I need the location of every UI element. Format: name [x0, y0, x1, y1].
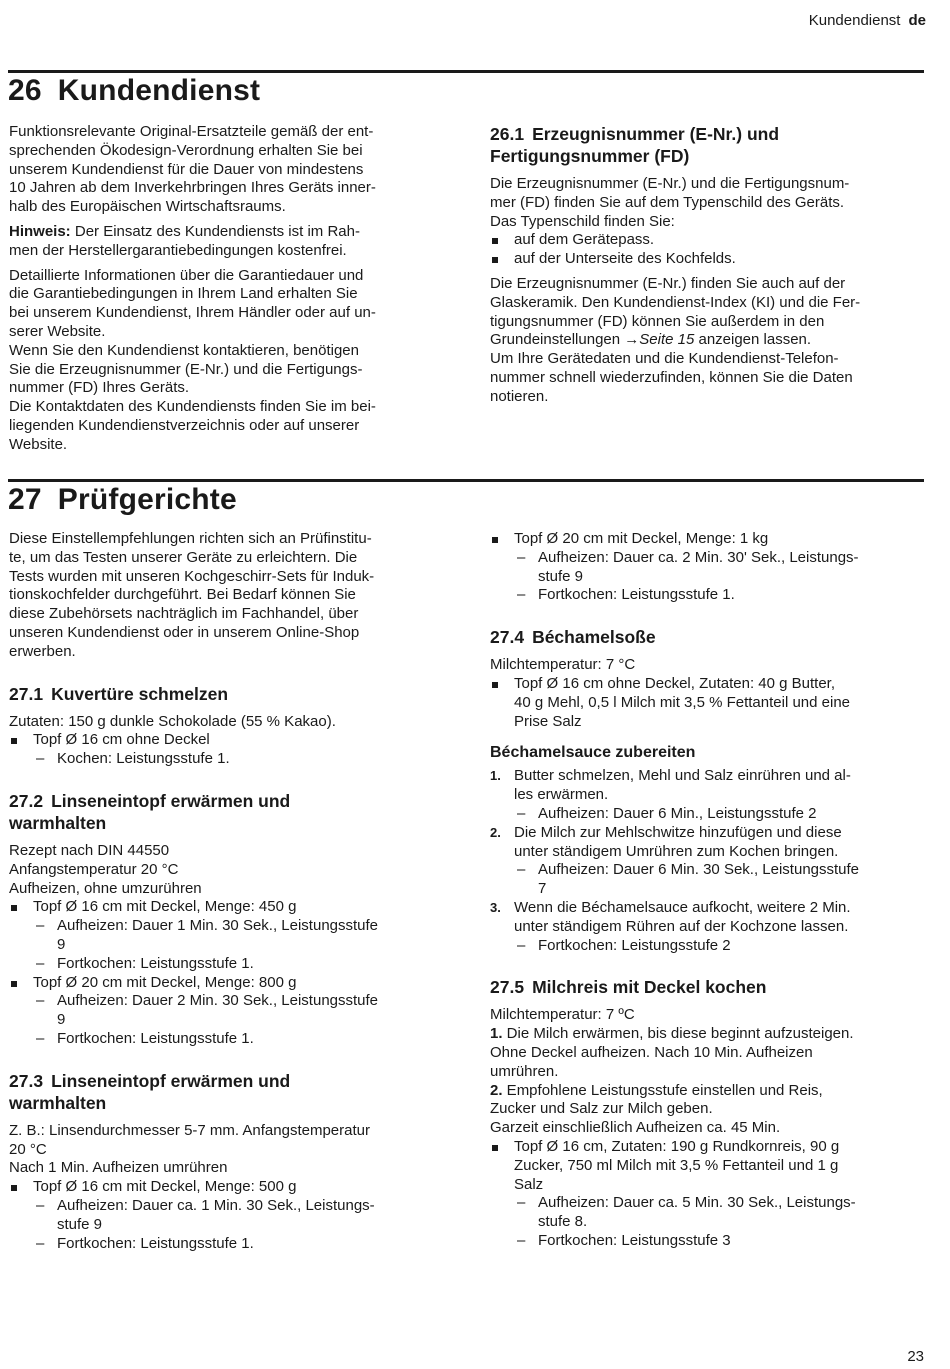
list-item: Topf Ø 20 cm mit Deckel, Menge: 800 g [9, 974, 441, 993]
numbered-step: 2. Die Milch zur Mehlschwitze hinzufügen und diese unter ständigem Umrühren zum Kochen bringen. [490, 823, 842, 860]
subsection-27-2-heading: 27.2 Linseneintopf erwärmen und warmhalten [9, 790, 291, 833]
ingredients-text: Zutaten: 150 g dunkle Schokolade (55 % Kakao). [9, 712, 336, 730]
sub-list-item: – Fortkochen: Leistungsstufe 2 [490, 937, 922, 956]
sub-list-item: – Aufheizen: Dauer ca. 2 Min. 30' Sek., Leistungs- stufe 9 [490, 549, 922, 587]
paragraph-e-nr: Die Erzeugnisnummer (E-Nr.) und die Fertigungsnum- mer (FD) finden Sie auf dem Typenschild des Geräts. Das Typenschild finden Sie: [490, 175, 850, 230]
list-item: Topf Ø 16 cm mit Deckel, Menge: 450 g [9, 898, 441, 917]
sub-list-item: – Aufheizen: Dauer 1 Min. 30 Sek., Leistungsstufe 9 [9, 917, 441, 955]
section-27-left-column [9, 530, 441, 1253]
list-item: auf dem Gerätepass. [490, 231, 922, 250]
recipe-info: Z. B.: Linsendurchmesser 5-7 mm. Anfangstemperatur 20 °C Nach 1 Min. Aufheizen umrühren [9, 1121, 370, 1177]
list-item: Topf Ø 16 cm, Zutaten: 190 g Rundkornreis, 90 g Zucker, 750 ml Milch mit 3,5 % Fettanteil und 1 g Salz [490, 1138, 922, 1194]
list-item: Topf Ø 20 cm mit Deckel, Menge: 1 kg [490, 530, 922, 549]
sub-list-item: – Kochen: Leistungsstufe 1. [9, 750, 441, 769]
subsection-27-1-heading: 27.1 Kuvertüre schmelzen [9, 683, 229, 704]
list-item: Topf Ø 16 cm ohne Deckel [9, 731, 441, 750]
sub-list-item: – Fortkochen: Leistungsstufe 1. [490, 586, 922, 605]
section-26-right-column [490, 123, 922, 407]
section-rule [8, 70, 924, 73]
section-title: Prüfgerichte [57, 483, 237, 516]
subsection-27-3-heading: 27.3 Linseneintopf erwärmen und warmhalten [9, 1070, 291, 1113]
sub-list-item: – Fortkochen: Leistungsstufe 1. [9, 1030, 441, 1049]
sub-list-item: – Aufheizen: Dauer 6 Min. 30 Sek., Leistungsstufe 7 [490, 861, 922, 899]
header-lang: de [908, 12, 926, 29]
sub-list-item: – Aufheizen: Dauer ca. 1 Min. 30 Sek., Leistungs- stufe 9 [9, 1197, 441, 1235]
sub-list-item: – Aufheizen: Dauer 6 Min., Leistungsstufe 2 [490, 805, 922, 824]
numbered-step: 3. Wenn die Béchamelsauce aufkocht, weitere 2 Min. unter ständigem Rühren auf der Kochzone lassen. [490, 898, 851, 935]
list-item: Topf Ø 16 cm ohne Deckel, Zutaten: 40 g Butter, 40 g Mehl, 0,5 l Milch mit 3,5 % Fettanteil und eine Prise Salz [490, 675, 922, 731]
sub-list-item: – Aufheizen: Dauer 2 Min. 30 Sek., Leistungsstufe 9 [9, 992, 441, 1030]
subsection-26-1-heading: 26.1 Erzeugnisnummer (E-Nr.) und Fertigungsnummer (FD) [490, 124, 780, 166]
section-27-heading [8, 483, 237, 517]
section-title: Kundendienst [57, 74, 261, 107]
list-item: auf der Unterseite des Kochfelds. [490, 250, 922, 269]
section-26-left-column [9, 123, 441, 455]
paragraph-spare-parts: Funktionsrelevante Original-Ersatzteile gemäß der ent- sprechenden Ökodesign-Verordnung erhalten Sie bei unserem Kundendienst für die Dauer von mindestens 10 Jahren ab dem Inverkehrbringen Ihres Geräts inner- halb des Europäischen Wirtschaftsraums. [9, 123, 376, 216]
subsection-27-4-heading: 27.4 Béchamelsoße [490, 627, 656, 648]
paragraph-note: Hinweis: Der Einsatz des Kundendiensts ist im Rah- men der Herstellergarantiebedingungen kostenfrei. [9, 222, 360, 259]
header-section: Kundendienst [808, 12, 901, 29]
recipe-info: Rezept nach DIN 44550 Anfangstemperatur 20 °C Aufheizen, ohne umzurühren [9, 841, 202, 897]
page-reference-link[interactable]: Seite 15 [639, 331, 695, 349]
arrow-right-icon: → [624, 331, 640, 349]
sub-list-item: – Fortkochen: Leistungsstufe 1. [9, 1235, 441, 1254]
sub-list-item: – Aufheizen: Dauer ca. 5 Min. 30 Sek., Leistungs- stufe 8. [490, 1194, 922, 1232]
section-26-heading [8, 74, 260, 108]
subsection-27-5-heading: 27.5 Milchreis mit Deckel kochen [490, 977, 767, 998]
paragraph-ceramic: Die Erzeugnisnummer (E-Nr.) finden Sie auch auf der Glaskeramik. Den Kundendienst-Index (KI) und die Fer- tigungsnummer (FD) können Sie außerdem in den Grundeinstellungen →Seite 15 anzeigen lassen. Um Ihre Gerätedaten und die Kundendienst-Telefon- nummer schnell wiederzufinden, können Sie die Daten notieren. [490, 274, 861, 405]
running-header [809, 12, 926, 29]
recipe-instructions: Milchtemperatur: 7 ºC 1. Die Milch erwärmen, bis diese beginnt aufzusteigen. Ohne Deckel aufheizen. Nach 10 Min. Aufheizen umrühren. 2. Empfohlene Leistungsstufe einstellen und Reis, Zucker und Salz zur Milch geben. Garzeit einschließlich Aufheizen ca. 45 Min. [490, 1006, 854, 1137]
procedure-heading: Béchamelsauce zubereiten [490, 744, 696, 762]
section-27-right-column [490, 530, 922, 1251]
sub-list-item: – Fortkochen: Leistungsstufe 1. [9, 955, 441, 974]
paragraph-warranty: Detaillierte Informationen über die Garantiedauer und die Garantiebedingungen in Ihrem Land erhalten Sie bei unserem Kundendienst, Ihrem Händler oder auf un- serer Website. Wenn Sie den Kundendienst kontaktieren, benötigen Sie die Erzeugnisnummer (E-Nr.) und die Fertigungs- nummer (FD) Ihres Geräts. Die Kontaktdaten des Kundendiensts finden Sie im bei- liegenden Kundendienstverzeichnis oder auf unserer Website. [9, 266, 376, 453]
paragraph-intro: Diese Einstellempfehlungen richten sich an Prüfinstitu- te, um das Testen unserer Geräte zu erleichtern. Die Tests wurden mit unseren Kochgeschirr-Sets für Induk- tionskochfelder durchgeführt. Bei Bedarf können Sie diese Zubehörsets nachträglich im Fachhandel, über unseren Kundendienst oder in unserem Online-Shop erwerben. [9, 530, 375, 660]
note-label: Hinweis: [9, 222, 71, 240]
section-number: 26 [8, 74, 42, 107]
numbered-step: 1. Butter schmelzen, Mehl und Salz einrühren und al- les erwärmen. [490, 767, 851, 804]
list-item: Topf Ø 16 cm mit Deckel, Menge: 500 g [9, 1178, 441, 1197]
section-number: 27 [8, 483, 42, 516]
sub-list-item: – Fortkochen: Leistungsstufe 3 [490, 1232, 922, 1251]
milk-temperature: Milchtemperatur: 7 °C [490, 656, 636, 674]
section-rule [8, 479, 924, 482]
page-number: 23 [907, 1348, 924, 1365]
